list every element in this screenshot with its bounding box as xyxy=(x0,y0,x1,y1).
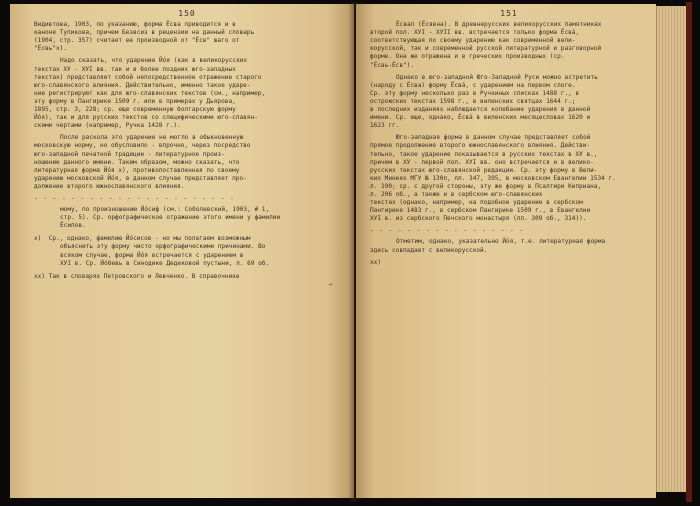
right-footnote xyxy=(370,238,648,254)
left-paragraph-2 xyxy=(34,134,340,191)
open-book xyxy=(10,2,690,502)
text-line: (1904, стр. 357) считает ее производной от "Ёсв" шаго от xyxy=(34,37,240,45)
text-line: "Ёсвь"x). xyxy=(34,45,68,53)
text-line: имени. Ср. еще, однако, Ёсва́ в виленских месяцесловах 1620 и xyxy=(370,114,591,122)
text-line: 1895, стр. 3, 228; ср. еще современную болгарскую форму xyxy=(34,106,236,114)
footnote-separator: - - - - - - - - - - - - - - - - - xyxy=(370,227,525,235)
text-line: Надо сказать, что ударение Йо́я (как в великорусских xyxy=(60,57,248,65)
text-line: Ср., однако, фамилию Йо́сисов - но мы полагаем возможным xyxy=(48,235,251,243)
text-line: второй пол. ХУI - ХУII вв. встречается только форма Ёсва́, xyxy=(370,29,580,37)
text-line: Пангирике 1483 г., в сербском Пангирике 1509 г., в Евангелии xyxy=(370,207,591,215)
text-line: юго-славянского влияния. Действительно, именно такое ударе- xyxy=(34,81,251,89)
text-line: ношение данного имени. Таким образом, можно сказать, что xyxy=(34,158,240,166)
text-line: соответствующая по своему ударению как современной вели- xyxy=(370,37,576,45)
text-line: скими чертами (например, Ручка 1428 г.). xyxy=(34,122,181,130)
text-line: юго-западной печатной традиции - литературное произ- xyxy=(34,150,225,158)
text-line: Видивтова, 1903, по указанию, форма Ёсва приводится и в xyxy=(34,21,236,29)
text-line: Ёсипов. xyxy=(60,222,86,230)
text-line: текстах ХУ - ХУI вв. так и в более поздних юго-западных xyxy=(34,65,236,73)
text-line: Отметим, однако, указательно Йо́я, т.е. литературная форма xyxy=(396,238,606,246)
text-line: ХУI в. Ср. Йо́бевь в Синодике Дедековой пустыни, л. 69 об. xyxy=(60,259,270,267)
text-line: острожских текстах 1598 г., в виленских святцах 1644 г.; xyxy=(370,97,576,105)
right-paragraph-1 xyxy=(370,21,648,70)
text-line: стр. 5). Ср. орфографическое отражение этого имени у фамилии xyxy=(60,214,281,222)
footnote-separator: - - - - - - - - - - - - - - - - - - - - - - xyxy=(34,194,235,202)
right-paragraph-2 xyxy=(370,74,648,131)
cover-edge xyxy=(686,2,692,502)
text-line: русских текстах юго-славянской редакции. Ср. эту форму в Вели- xyxy=(370,166,598,174)
left-page xyxy=(10,4,354,498)
text-line: ние регистрируют как для юго-славянских текстов (см., например, xyxy=(34,89,266,97)
text-line: После раскола это ударение не могло в обыкновенную xyxy=(60,134,244,142)
text-line: мому, по произношению Йо́сиф (см.: Соболевский, 1903, # 1, xyxy=(60,206,270,214)
text-line: 1623 гг. xyxy=(370,122,400,130)
right-paragraph-3 xyxy=(370,134,648,223)
text-line: Ёсвал (Ёсявна). В древнерусских великорусских памятниках xyxy=(396,21,602,29)
text-line: эту форму в Пангирике 1509 г. или в примерах у Дьярова, xyxy=(34,97,236,105)
text-line: Юго-западная форма в данном случае представляет собой xyxy=(396,134,591,142)
left-intro xyxy=(34,21,340,53)
text-line: каноне Тупикова, причем Безвсиз в рецензии на данный словарь xyxy=(34,29,255,37)
text-line: Так в словарях Петровского и Левченко. В справочнике xyxy=(48,272,240,280)
text-line: прямое продолжение второго южнославянского влияния. Действи- xyxy=(370,142,591,150)
footnote-2 xyxy=(34,235,340,267)
text-line: Ср. эту форму несколько раз в Ручкиных списках 1488 г., в xyxy=(370,89,580,97)
text-line: текстах) представляет собой непосредственное отражение старого xyxy=(34,73,262,81)
text-line: всяком случае, форма Йо́я встречается с ударением в xyxy=(60,251,244,259)
left-paragraph-1 xyxy=(34,57,340,130)
right-page-number: 151 xyxy=(500,9,518,18)
text-line: ких Минеях МГУ № 130л, лл. 347, 395, в московском Евангелии 1534 г. xyxy=(370,174,616,182)
text-line: ударению московской Йо́я, в данном случае представляет про- xyxy=(34,174,247,182)
text-line: причем в ХУ - первой пол. ХУI вв. оно встречается и в велико- xyxy=(370,158,594,166)
text-line: в последних изданиях наблюдается колебание ударения в данной xyxy=(370,106,591,114)
text-line: л. 206 об., а также и в сербском юго-славянских xyxy=(370,190,543,198)
text-line: форме. Она же отражена и в греческих производных (ср. xyxy=(370,53,565,61)
text-line: ХУI в. из сербского Печского монастыря (лл. 309 об., 314)). xyxy=(370,215,587,223)
footnote-1 xyxy=(34,206,340,230)
text-line: (наряду с Ёсва) форму Ёсва́, с ударением на первом слоге. xyxy=(370,81,576,89)
footnote-marker: х) xyxy=(34,235,42,243)
text-line: тельно, такое ударение показывается в русских текстах в ХУ в., xyxy=(370,150,598,158)
right-page xyxy=(356,4,656,498)
text-line: "Ёсвь-Ёсв"). xyxy=(370,61,415,69)
text-line xyxy=(34,273,340,281)
continuation-arrow: → xyxy=(328,280,332,288)
footnote-3 xyxy=(34,273,340,281)
text-line: литературная форма Йо́я х), противопоставленная по своему xyxy=(34,166,240,174)
text-line: объяснить эту форму чисто орфографическими причинами. Во xyxy=(60,243,266,251)
text-line: л. 190; ср. с другой стороны, эту же форму в Псалтири Киприана, xyxy=(370,182,602,190)
footnote-marker: хх) xyxy=(370,258,382,266)
text-line: текстах (однако, например, на подобное ударение в сербском xyxy=(370,199,583,207)
text-line: Йо́я), так и для русских текстов со специфическими юго-славян- xyxy=(34,114,258,122)
text-line: должение второго южнославянского влияния. xyxy=(34,182,185,190)
left-page-number: 150 xyxy=(178,9,196,18)
footnote-marker: хх) xyxy=(34,272,46,280)
text-line: московскую норму, но обусловило - впрочно, через посредство xyxy=(34,142,251,150)
text-line: корусской, так и современной русской литературной и разговорной xyxy=(370,45,602,53)
page-edges xyxy=(656,6,689,492)
text-line: Однако в юго-западной Юго-Западной Руси можно встретить xyxy=(396,73,598,81)
text-line: здесь совпадает с великорусской. xyxy=(370,246,488,254)
